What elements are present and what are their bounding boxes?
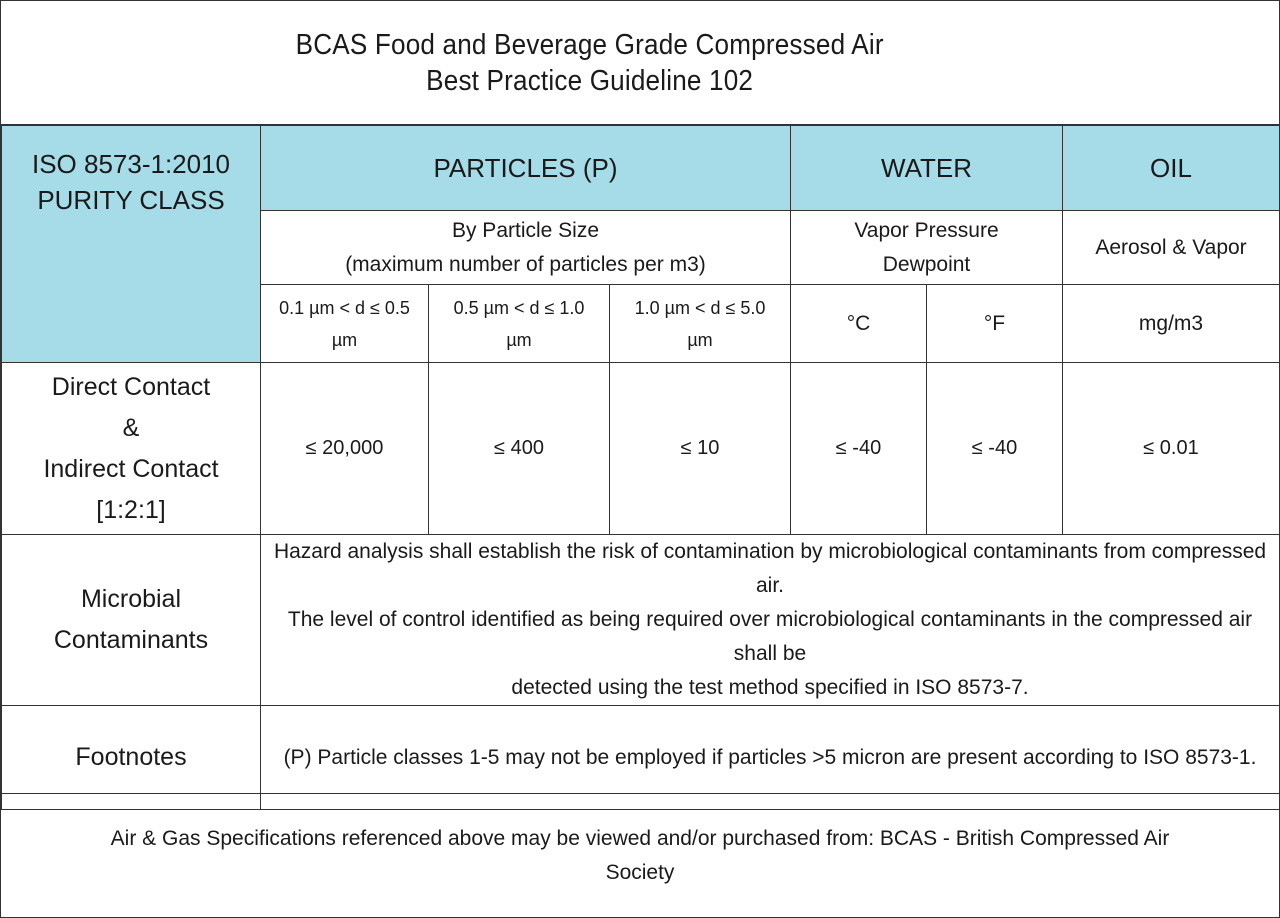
microbial-text-line-1: Hazard analysis shall establish the risk of contamination by microbiological contaminants from compressed air. (273, 540, 1267, 597)
direct-contact-label (2, 363, 261, 535)
purity-class-line-2: PURITY CLASS (37, 185, 225, 215)
microbial-text-line-3: detected using the test method specified in ISO 8573-7. (511, 676, 1029, 699)
value-particles-2: ≤ 400 (429, 363, 610, 535)
footnotes-label: Footnotes (2, 706, 261, 810)
microbial-label-line-2: Contaminants (53, 626, 209, 654)
footnotes-text: (P) Particle classes 1-5 may not be employed if particles >5 micron are present according to ISO 8573-1. (261, 706, 1280, 810)
particles-header: PARTICLES (P) (261, 126, 791, 211)
footer-line-2: Society (605, 861, 675, 884)
direct-label-line-1: Direct Contact (51, 372, 211, 401)
particles-sub-line-2: (maximum number of particles per m3) (345, 252, 706, 276)
unit-oil: mg/m3 (1063, 285, 1280, 363)
value-water-f: ≤ -40 (927, 363, 1063, 535)
direct-label-line-4: [1:2:1] (96, 495, 166, 524)
size-range-1-line-2: µm (331, 329, 358, 350)
value-particles-1: ≤ 20,000 (261, 363, 429, 535)
microbial-label-line-1: Microbial (80, 585, 182, 613)
water-sub-line-1: Vapor Pressure (854, 218, 999, 242)
purity-table (1, 125, 1280, 810)
purity-class-header (2, 126, 261, 363)
size-range-3 (610, 285, 791, 363)
size-range-2-line-2: µm (506, 329, 532, 350)
water-header: WATER (791, 126, 1063, 211)
title-line-2: Best Practice Guideline 102 (426, 64, 754, 97)
footer-note (1, 793, 1279, 918)
unit-celsius: °C (791, 285, 927, 363)
microbial-text (261, 535, 1280, 706)
microbial-text-line-2: The level of control identified as being required over microbiological contaminants in the compressed air shall be (287, 608, 1253, 665)
direct-label-line-3: Indirect Contact (43, 454, 219, 483)
size-range-1-line-1: 0.1 µm < d ≤ 0.5 (279, 297, 410, 318)
particles-subheader (261, 211, 791, 285)
size-range-2 (429, 285, 610, 363)
page-title (1, 1, 1279, 125)
value-oil: ≤ 0.01 (1063, 363, 1280, 535)
title-line-1: BCAS Food and Beverage Grade Compressed Air (295, 28, 885, 61)
value-water-c: ≤ -40 (791, 363, 927, 535)
water-subheader (791, 211, 1063, 285)
size-range-2-line-1: 0.5 µm < d ≤ 1.0 (453, 297, 585, 318)
particles-sub-line-1: By Particle Size (451, 218, 600, 242)
value-particles-3: ≤ 10 (610, 363, 791, 535)
microbial-label (2, 535, 261, 706)
oil-subheader: Aerosol & Vapor (1063, 211, 1280, 285)
size-range-3-line-2: µm (687, 329, 713, 350)
size-range-1 (261, 285, 429, 363)
water-sub-line-2: Dewpoint (882, 252, 971, 276)
size-range-3-line-1: 1.0 µm < d ≤ 5.0 (634, 297, 766, 318)
direct-label-line-2: & (122, 413, 140, 442)
unit-fahrenheit: °F (927, 285, 1063, 363)
oil-header: OIL (1063, 126, 1280, 211)
footer-line-1: Air & Gas Specifications referenced above may be viewed and/or purchased from: BCAS - British Compressed Air (110, 827, 1170, 850)
purity-class-line-1: ISO 8573-1:2010 (31, 149, 231, 179)
